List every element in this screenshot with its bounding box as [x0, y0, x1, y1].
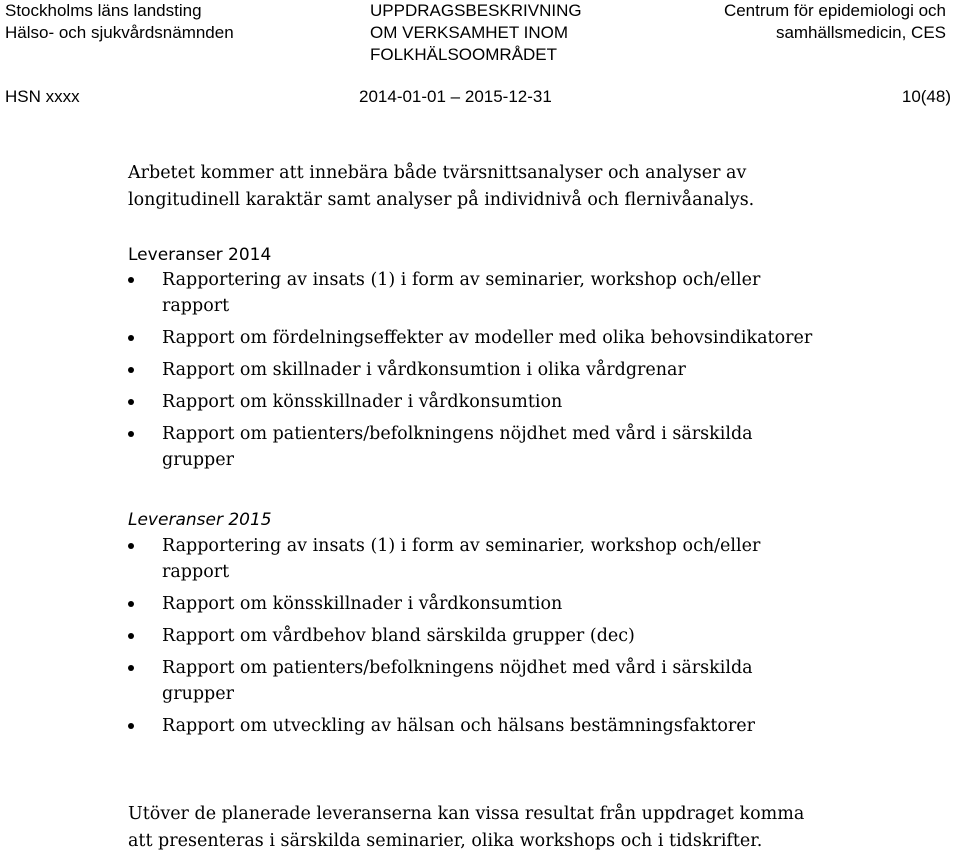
list-item [128, 389, 862, 415]
header-document-type-line: OM VERKSAMHET INOM [370, 23, 569, 42]
section-heading-2014: Leveranser 2014 [128, 245, 272, 265]
deliverables-list-2015 [128, 533, 862, 745]
list-item-text: Rapport om könsskillnader i vårdkonsumtion [162, 594, 563, 614]
list-item-text: Rapport om könsskillnader i vårdkonsumtion [162, 392, 563, 412]
bullet-icon [128, 399, 134, 405]
header-organization [5, 0, 234, 44]
list-item-text: Rapportering av insats (1) i form av seminarier, workshop och/eller [162, 536, 761, 556]
list-item [128, 655, 862, 707]
list-item-text: Rapport om patienters/befolkningens nöjdhet med vård i särskilda [162, 658, 753, 678]
paragraph-line: Arbetet kommer att innebära både tvärsnittsanalyser och analyser av [128, 163, 747, 183]
deliverables-list-2014 [128, 267, 862, 479]
document-id: HSN xxxx [5, 87, 80, 106]
bullet-icon [128, 335, 134, 341]
bullet-icon [128, 723, 134, 729]
list-item [128, 421, 862, 473]
header-document-type-line: FOLKHÄLSOOMRÅDET [370, 45, 558, 64]
validity-period: 2014-01-01 – 2015-12-31 [359, 87, 552, 106]
header-organization-line: Stockholms läns landsting [5, 1, 202, 20]
header-department-line: Centrum för epidemiologi och [723, 1, 946, 20]
list-item-text: Rapport om vårdbehov bland särskilda grupper (dec) [162, 626, 635, 646]
list-item-text: Rapport om utveckling av hälsan och hälsans bestämningsfaktorer [162, 716, 756, 736]
list-item [128, 357, 862, 383]
paragraph-line: att presenteras i särskilda seminarier, olika workshops och i tidskrifter. [128, 831, 763, 851]
paragraph-line: longitudinell karaktär samt analyser på individnivå och flernivåanalys. [128, 190, 755, 210]
list-item [128, 623, 862, 649]
list-item [128, 591, 862, 617]
page-number: 10(48) [901, 87, 951, 106]
header-document-type-line: UPPDRAGSBESKRIVNING [370, 1, 582, 20]
bullet-icon [128, 543, 134, 549]
list-item-text: grupper [162, 684, 234, 704]
closing-paragraph [128, 801, 804, 855]
bullet-icon [128, 601, 134, 607]
bullet-icon [128, 277, 134, 283]
list-item-text: grupper [162, 450, 234, 470]
bullet-icon [128, 633, 134, 639]
list-item [128, 267, 862, 319]
list-item [128, 713, 862, 739]
paragraph-line: Utöver de planerade leveranserna kan vissa resultat från uppdraget komma [128, 804, 805, 824]
bullet-icon [128, 431, 134, 437]
list-item [128, 533, 862, 585]
section-heading-2015: Leveranser 2015 [128, 510, 272, 530]
list-item [128, 325, 862, 351]
header-department [724, 0, 946, 44]
bullet-icon [128, 665, 134, 671]
intro-paragraph [128, 160, 754, 214]
list-item-text: Rapport om fördelningseffekter av modeller med olika behovsindikatorer [162, 328, 813, 348]
header-department-line: samhällsmedicin, CES [775, 23, 946, 42]
bullet-icon [128, 367, 134, 373]
list-item-text: rapport [162, 296, 230, 316]
list-item-text: Rapportering av insats (1) i form av seminarier, workshop och/eller [162, 270, 761, 290]
list-item-text: rapport [162, 562, 230, 582]
list-item-text: Rapport om patienters/befolkningens nöjdhet med vård i särskilda [162, 424, 753, 444]
header-document-type [370, 0, 582, 66]
header-organization-line: Hälso- och sjukvårdsnämnden [5, 23, 234, 42]
list-item-text: Rapport om skillnader i vårdkonsumtion i olika vårdgrenar [162, 360, 686, 380]
